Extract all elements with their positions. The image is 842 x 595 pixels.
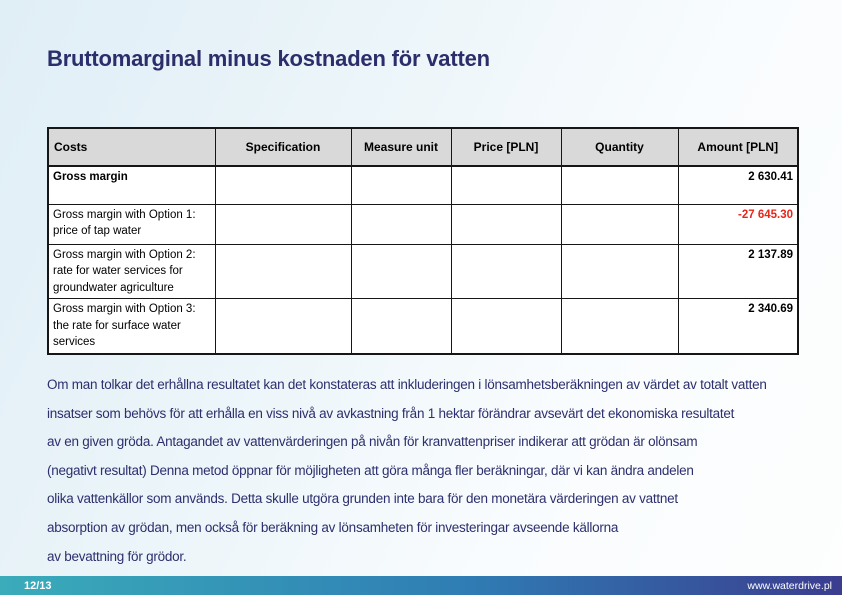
paragraph-line: olika vattenkällor som används. Detta skulle utgöra grunden inte bara för den monetära värderingen av vattnet	[47, 491, 678, 507]
table-header-row	[48, 128, 798, 166]
header-specification: Specification	[215, 128, 351, 166]
header-quantity: Quantity	[561, 128, 678, 166]
costs-table	[47, 127, 799, 355]
table-row-option-2	[48, 244, 798, 299]
header-measure-unit: Measure unit	[351, 128, 451, 166]
row-price	[451, 299, 561, 354]
paragraph-line: (negativt resultat) Denna metod öppnar för möjligheten att göra många fler beräkningar, där vi kan ändra andelen	[47, 462, 694, 478]
paragraph-line: Om man tolkar det erhållna resultatet kan det konstateras att inkluderingen i lönsamhetsberäkningen av värdet av totalt vatten	[47, 377, 767, 392]
table-row-gross-margin	[48, 166, 798, 204]
footer-bar	[0, 576, 842, 595]
row-quantity	[561, 204, 678, 244]
row-price	[451, 244, 561, 299]
page-number: 12/13	[24, 579, 52, 592]
table-row-option-3	[48, 299, 798, 354]
header-costs: Costs	[48, 128, 215, 166]
footer-website-link[interactable]: www.waterdrive.pl	[747, 579, 832, 592]
row-measure-unit	[351, 299, 451, 354]
row-amount: -27 645.30	[678, 204, 798, 244]
row-amount: 2 630.41	[678, 166, 798, 204]
row-specification	[215, 204, 351, 244]
row-price	[451, 166, 561, 204]
paragraph-line: insatser som behövs för att erhålla en viss nivå av avkastning från 1 hektar förändrar avsevärt det ekonomiska resultatet	[47, 405, 735, 421]
row-amount: 2 340.69	[678, 299, 798, 354]
row-quantity	[561, 244, 678, 299]
paragraph-line: absorption av grödan, men också för beräkning av lönsamheten för investeringar avseende källorna	[47, 519, 619, 535]
row-label: Gross margin with Option 1: price of tap water	[48, 204, 215, 244]
costs-table-container	[47, 127, 799, 355]
page-title: Bruttomarginal minus kostnaden för vatten	[47, 46, 490, 71]
table-row-option-1	[48, 204, 798, 244]
row-measure-unit	[351, 204, 451, 244]
row-label: Gross margin with Option 2: rate for water services for groundwater agriculture	[48, 244, 215, 299]
row-label: Gross margin	[48, 166, 215, 204]
row-label: Gross margin with Option 3: the rate for surface water services	[48, 299, 215, 354]
paragraph-line: av en given gröda. Antagandet av vattenvärderingen på nivån för kranvattenpriser indikerar att grödan är olönsam	[47, 434, 698, 450]
header-price: Price [PLN]	[451, 128, 561, 166]
row-measure-unit	[351, 166, 451, 204]
row-quantity	[561, 166, 678, 204]
row-specification	[215, 166, 351, 204]
row-specification	[215, 299, 351, 354]
row-measure-unit	[351, 244, 451, 299]
row-quantity	[561, 299, 678, 354]
row-specification	[215, 244, 351, 299]
row-price	[451, 204, 561, 244]
paragraph-line: av bevattning för grödor.	[47, 548, 187, 564]
row-amount: 2 137.89	[678, 244, 798, 299]
header-amount: Amount [PLN]	[678, 128, 798, 166]
body-paragraph	[47, 371, 839, 571]
